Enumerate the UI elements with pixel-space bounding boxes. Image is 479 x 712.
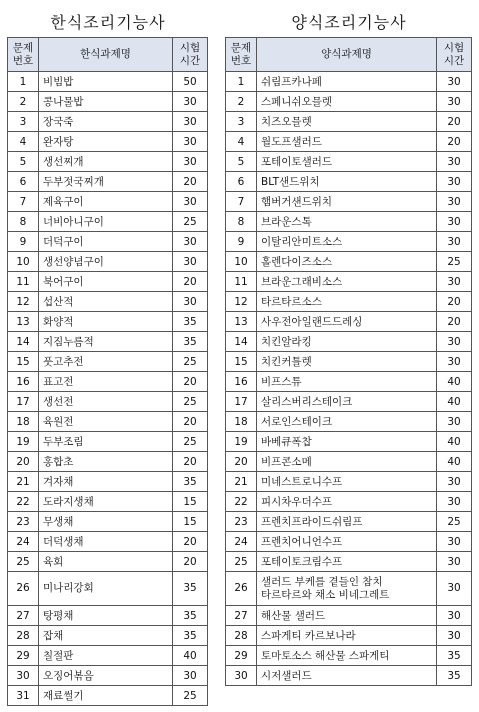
problem-number-cell: 15	[8, 352, 39, 372]
table-row	[226, 112, 472, 132]
exam-time-cell: 30	[173, 92, 208, 112]
problem-number-cell: 7	[226, 192, 257, 212]
task-name-cell: 치즈오믈렛	[257, 112, 437, 132]
problem-number-cell: 1	[226, 72, 257, 92]
exam-time-cell: 30	[173, 112, 208, 132]
task-name-cell: 재료썰기	[39, 686, 173, 706]
western-cuisine-title: 양식조리기능사	[291, 13, 407, 32]
exam-time-cell: 30	[437, 152, 472, 172]
problem-number-cell: 19	[8, 432, 39, 452]
task-name-cell: 프렌치프라이드쉬림프	[257, 512, 437, 532]
table-row	[226, 606, 472, 626]
exam-time-cell: 35	[437, 646, 472, 666]
table-row	[8, 572, 208, 606]
exam-time-cell: 30	[437, 626, 472, 646]
task-name-cell: 스페니쉬오믈렛	[257, 92, 437, 112]
problem-number-cell: 27	[8, 606, 39, 626]
table-row	[8, 492, 208, 512]
table-row	[8, 272, 208, 292]
table-row	[226, 152, 472, 172]
table-row	[8, 472, 208, 492]
problem-number-cell: 10	[226, 252, 257, 272]
table-row	[8, 192, 208, 212]
table-row	[226, 412, 472, 432]
problem-number-cell: 21	[226, 472, 257, 492]
task-name-cell: 풋고추전	[39, 352, 173, 372]
problem-number-cell: 18	[226, 412, 257, 432]
table-row	[8, 332, 208, 352]
task-name-cell: 샐러드 부케를 곁들인 참치 타르타르와 채소 비네그레트	[257, 572, 437, 606]
exam-time-cell: 20	[173, 532, 208, 552]
problem-number-cell: 4	[8, 132, 39, 152]
table-row	[8, 92, 208, 112]
exam-time-cell: 20	[173, 372, 208, 392]
task-name-cell: 장국죽	[39, 112, 173, 132]
problem-number-cell: 13	[8, 312, 39, 332]
exam-time-cell: 30	[173, 252, 208, 272]
problem-number-cell: 30	[226, 666, 257, 686]
exam-time-cell: 25	[173, 392, 208, 412]
table-row	[8, 412, 208, 432]
task-name-cell: 겨자채	[39, 472, 173, 492]
korean-tasks-table	[7, 37, 208, 706]
exam-time-cell: 30	[173, 192, 208, 212]
exam-time-cell: 15	[173, 512, 208, 532]
table-row	[8, 432, 208, 452]
problem-number-cell: 21	[8, 472, 39, 492]
exam-time-cell: 30	[437, 212, 472, 232]
exam-time-cell: 30	[173, 152, 208, 172]
exam-time-cell: 35	[173, 572, 208, 606]
problem-number-cell: 1	[8, 72, 39, 92]
task-name-cell: 생선양념구이	[39, 252, 173, 272]
task-name-cell: 스파게티 카르보나라	[257, 626, 437, 646]
table-row	[8, 372, 208, 392]
task-name-cell: 잡채	[39, 626, 173, 646]
problem-number-cell: 3	[8, 112, 39, 132]
problem-number-cell: 22	[8, 492, 39, 512]
exam-time-cell: 20	[437, 292, 472, 312]
exam-time-cell: 40	[173, 646, 208, 666]
problem-number-cell: 14	[226, 332, 257, 352]
problem-number-cell: 23	[8, 512, 39, 532]
problem-number-cell: 31	[8, 686, 39, 706]
problem-number-cell: 28	[8, 626, 39, 646]
problem-number-cell: 6	[8, 172, 39, 192]
header-exam-time: 시험 시간	[437, 38, 472, 72]
task-name-cell: 북어구이	[39, 272, 173, 292]
header-problem-number: 문제 번호	[8, 38, 39, 72]
table-row	[8, 392, 208, 412]
problem-number-cell: 25	[226, 552, 257, 572]
task-name-cell: 콩나물밥	[39, 92, 173, 112]
task-name-cell: 포테이토크림수프	[257, 552, 437, 572]
problem-number-cell: 24	[8, 532, 39, 552]
table-row	[226, 626, 472, 646]
task-name-cell: 미네스트로니수프	[257, 472, 437, 492]
table-row	[8, 292, 208, 312]
exam-time-cell: 40	[437, 452, 472, 472]
task-name-cell: 포테이토샐러드	[257, 152, 437, 172]
exam-time-cell: 40	[437, 432, 472, 452]
problem-number-cell: 12	[8, 292, 39, 312]
table-row	[8, 646, 208, 666]
task-name-cell: 더덕구이	[39, 232, 173, 252]
table-row	[226, 272, 472, 292]
task-name-cell: 토마토소스 해산물 스파게티	[257, 646, 437, 666]
task-name-cell: 탕평채	[39, 606, 173, 626]
problem-number-cell: 16	[8, 372, 39, 392]
exam-time-cell: 30	[437, 172, 472, 192]
table-row	[226, 452, 472, 472]
exam-time-cell: 35	[173, 472, 208, 492]
exam-time-cell: 30	[437, 412, 472, 432]
task-name-cell: 미나리강회	[39, 572, 173, 606]
problem-number-cell: 30	[8, 666, 39, 686]
table-row	[226, 572, 472, 606]
task-name-cell: 두부젓국찌개	[39, 172, 173, 192]
table-row	[226, 646, 472, 666]
table-row	[226, 512, 472, 532]
problem-number-cell: 15	[226, 352, 257, 372]
exam-time-cell: 30	[437, 332, 472, 352]
exam-time-cell: 40	[437, 392, 472, 412]
exam-time-cell: 30	[437, 572, 472, 606]
header-exam-time: 시험 시간	[173, 38, 208, 72]
task-name-cell: 바베큐폭찹	[257, 432, 437, 452]
exam-time-cell: 25	[173, 352, 208, 372]
header-task-name: 양식과제명	[257, 38, 437, 72]
exam-time-cell: 30	[437, 192, 472, 212]
problem-number-cell: 24	[226, 532, 257, 552]
task-name-cell: 오징어볶음	[39, 666, 173, 686]
table-row	[226, 132, 472, 152]
table-row	[8, 532, 208, 552]
task-name-cell: 해산물 샐러드	[257, 606, 437, 626]
table-row	[8, 72, 208, 92]
task-name-cell: 완자탕	[39, 132, 173, 152]
exam-time-cell: 30	[437, 92, 472, 112]
task-name-cell: 치킨커틀렛	[257, 352, 437, 372]
table-row	[8, 172, 208, 192]
table-row	[226, 212, 472, 232]
exam-time-cell: 20	[173, 172, 208, 192]
problem-number-cell: 25	[8, 552, 39, 572]
table-row	[8, 212, 208, 232]
exam-time-cell: 30	[437, 72, 472, 92]
task-name-cell: 브라운그래비소스	[257, 272, 437, 292]
exam-time-cell: 30	[437, 606, 472, 626]
table-row	[226, 552, 472, 572]
table-row	[226, 292, 472, 312]
problem-number-cell: 10	[8, 252, 39, 272]
exam-time-cell: 20	[173, 272, 208, 292]
task-name-cell: BLT샌드위치	[257, 172, 437, 192]
korean-cuisine-title: 한식조리기능사	[50, 13, 166, 32]
exam-time-cell: 30	[173, 292, 208, 312]
task-name-cell: 홀렌다이즈소스	[257, 252, 437, 272]
table-row	[8, 512, 208, 532]
problem-number-cell: 8	[226, 212, 257, 232]
task-name-cell: 사우전아일랜드드레싱	[257, 312, 437, 332]
header-problem-number: 문제 번호	[226, 38, 257, 72]
table-row	[226, 72, 472, 92]
western-tasks-table	[225, 37, 472, 686]
table-header-row	[8, 38, 208, 72]
table-row	[8, 112, 208, 132]
task-name-cell: 섭산적	[39, 292, 173, 312]
problem-number-cell: 8	[8, 212, 39, 232]
exam-time-cell: 40	[437, 372, 472, 392]
table-row	[8, 552, 208, 572]
table-row	[8, 132, 208, 152]
problem-number-cell: 19	[226, 432, 257, 452]
exam-time-cell: 35	[173, 626, 208, 646]
problem-number-cell: 11	[8, 272, 39, 292]
problem-number-cell: 17	[226, 392, 257, 412]
exam-time-cell: 25	[437, 252, 472, 272]
table-row	[226, 666, 472, 686]
exam-time-cell: 30	[437, 552, 472, 572]
exam-time-cell: 35	[173, 312, 208, 332]
task-name-cell: 비프콘소메	[257, 452, 437, 472]
exam-time-cell: 30	[437, 232, 472, 252]
exam-time-cell: 30	[173, 666, 208, 686]
task-name-cell: 시저샐러드	[257, 666, 437, 686]
table-row	[226, 92, 472, 112]
exam-time-cell: 35	[437, 666, 472, 686]
task-name-cell: 무생채	[39, 512, 173, 532]
task-name-cell: 육원전	[39, 412, 173, 432]
table-header-row	[226, 38, 472, 72]
table-row	[226, 392, 472, 412]
problem-number-cell: 29	[226, 646, 257, 666]
task-name-cell: 비프스튜	[257, 372, 437, 392]
table-row	[226, 332, 472, 352]
task-name-cell: 햄버거샌드위치	[257, 192, 437, 212]
problem-number-cell: 4	[226, 132, 257, 152]
problem-number-cell: 2	[8, 92, 39, 112]
exam-time-cell: 25	[437, 512, 472, 532]
task-name-cell: 브라운스톡	[257, 212, 437, 232]
problem-number-cell: 16	[226, 372, 257, 392]
problem-number-cell: 27	[226, 606, 257, 626]
exam-time-cell: 35	[173, 332, 208, 352]
exam-time-cell: 20	[437, 312, 472, 332]
table-row	[226, 492, 472, 512]
table-row	[226, 472, 472, 492]
table-row	[8, 686, 208, 706]
table-row	[8, 252, 208, 272]
problem-number-cell: 23	[226, 512, 257, 532]
task-name-cell: 이탈리안미트소스	[257, 232, 437, 252]
exam-time-cell: 30	[437, 492, 472, 512]
table-row	[8, 352, 208, 372]
table-row	[226, 432, 472, 452]
exam-time-cell: 25	[173, 432, 208, 452]
table-row	[8, 452, 208, 472]
task-name-cell: 생선찌개	[39, 152, 173, 172]
problem-number-cell: 28	[226, 626, 257, 646]
task-name-cell: 생선전	[39, 392, 173, 412]
exam-time-cell: 30	[437, 272, 472, 292]
problem-number-cell: 9	[8, 232, 39, 252]
table-row	[226, 372, 472, 392]
problem-number-cell: 26	[226, 572, 257, 606]
exam-time-cell: 30	[173, 232, 208, 252]
table-row	[226, 172, 472, 192]
table-row	[226, 532, 472, 552]
task-name-cell: 홍합초	[39, 452, 173, 472]
problem-number-cell: 22	[226, 492, 257, 512]
exam-time-cell: 25	[173, 686, 208, 706]
task-name-cell: 치킨알라킹	[257, 332, 437, 352]
problem-number-cell: 5	[226, 152, 257, 172]
table-row	[8, 626, 208, 646]
problem-number-cell: 18	[8, 412, 39, 432]
table-row	[226, 312, 472, 332]
problem-number-cell: 11	[226, 272, 257, 292]
task-name-cell: 더덕생채	[39, 532, 173, 552]
exam-time-cell: 25	[173, 212, 208, 232]
exam-time-cell: 20	[437, 112, 472, 132]
task-name-cell: 지짐누름적	[39, 332, 173, 352]
exam-time-cell: 15	[173, 492, 208, 512]
exam-time-cell: 20	[173, 412, 208, 432]
exam-time-cell: 50	[173, 72, 208, 92]
problem-number-cell: 14	[8, 332, 39, 352]
task-name-cell: 월도프샐러드	[257, 132, 437, 152]
task-name-cell: 제육구이	[39, 192, 173, 212]
task-name-cell: 타르타르소스	[257, 292, 437, 312]
exam-time-cell: 30	[437, 352, 472, 372]
exam-time-cell: 20	[173, 452, 208, 472]
task-name-cell: 육회	[39, 552, 173, 572]
table-row	[8, 312, 208, 332]
problem-number-cell: 3	[226, 112, 257, 132]
task-name-cell: 칠절판	[39, 646, 173, 666]
exam-time-cell: 35	[173, 606, 208, 626]
exam-time-cell: 30	[437, 532, 472, 552]
problem-number-cell: 29	[8, 646, 39, 666]
table-row	[8, 152, 208, 172]
table-row	[226, 232, 472, 252]
table-row	[8, 666, 208, 686]
problem-number-cell: 17	[8, 392, 39, 412]
task-name-cell: 표고전	[39, 372, 173, 392]
problem-number-cell: 20	[8, 452, 39, 472]
problem-number-cell: 7	[8, 192, 39, 212]
problem-number-cell: 9	[226, 232, 257, 252]
task-name-cell: 프렌치어니언수프	[257, 532, 437, 552]
problem-number-cell: 12	[226, 292, 257, 312]
task-name-cell: 피시차우더수프	[257, 492, 437, 512]
problem-number-cell: 26	[8, 572, 39, 606]
table-row	[8, 232, 208, 252]
problem-number-cell: 5	[8, 152, 39, 172]
task-name-cell: 서로인스테이크	[257, 412, 437, 432]
table-row	[226, 192, 472, 212]
problem-number-cell: 20	[226, 452, 257, 472]
task-name-cell: 비빔밥	[39, 72, 173, 92]
exam-time-cell: 20	[437, 132, 472, 152]
task-name-cell: 두부조림	[39, 432, 173, 452]
table-row	[226, 252, 472, 272]
task-name-cell: 도라지생채	[39, 492, 173, 512]
exam-time-cell: 20	[173, 552, 208, 572]
task-name-cell: 화양적	[39, 312, 173, 332]
header-task-name: 한식과제명	[39, 38, 173, 72]
task-name-cell: 너비아니구이	[39, 212, 173, 232]
table-row	[226, 352, 472, 372]
task-name-cell: 쉬림프카나페	[257, 72, 437, 92]
task-name-cell: 살리스버리스테이크	[257, 392, 437, 412]
problem-number-cell: 13	[226, 312, 257, 332]
exam-time-cell: 30	[173, 132, 208, 152]
table-row	[8, 606, 208, 626]
problem-number-cell: 2	[226, 92, 257, 112]
problem-number-cell: 6	[226, 172, 257, 192]
exam-time-cell: 30	[437, 472, 472, 492]
